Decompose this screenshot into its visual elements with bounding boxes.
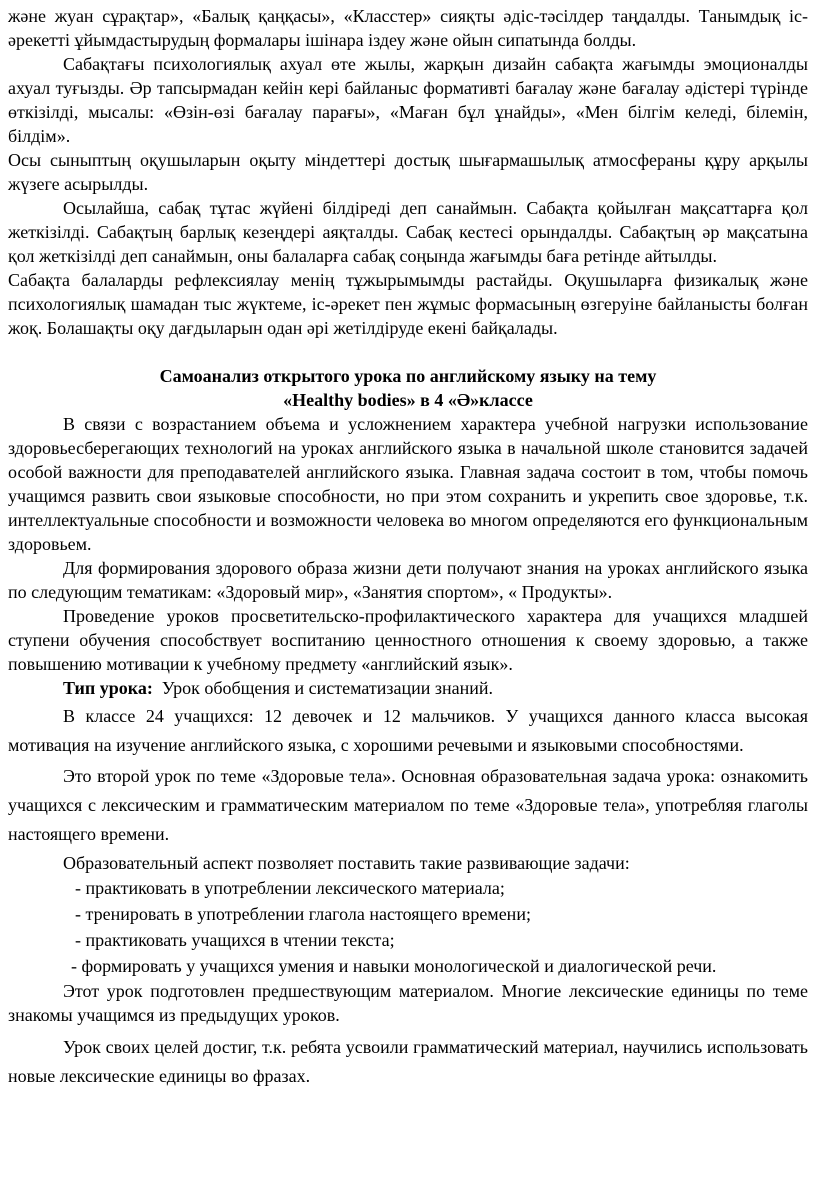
russian-paragraph-1: В связи с возрастанием объема и усложнением характера учебной нагрузки использование здоровьесберегающих технологий на уроках английского языка в начальной школе становится задачей особой важности для преподавателей английского языка. Главная задача состоит в том, чтобы помочь учащимся развить свои языковые способности, но при этом сохранить и укрепить свое здоровье, т.к. интеллектуальные способности и возможности человека во многом определяются его функциональным здоровьем. (8, 414, 808, 554)
task-list-item: - тренировать в употреблении глагола настоящего времени; (75, 904, 531, 924)
russian-paragraph-2: Для формирования здорового образа жизни дети получают знания на уроках английского языка по следующим тематикам: «Здоровый мир», «Занятия спортом», « Продукты». (8, 558, 808, 602)
lesson-type-label: Тип урока: (63, 678, 153, 698)
lesson-type (8, 676, 808, 700)
kazakh-paragraph-2: Сабақтағы психологиялық ахуал өте жылы, жарқын дизайн сабақта жағымды эмоционалды ахуал туғызды. Әр тапсырмадан кейін кері байланыс формативті бағалау және бағалау әдістері түрінде өткізілді, мысалы: «Өзін-өзі бағалау парағы», «Маған бұл ұнайды», «Мен білгім келеді, білемін, білдім». (8, 54, 808, 146)
russian-paragraph-6: Образовательный аспект позволяет поставить такие развивающие задачи: (63, 853, 630, 873)
russian-paragraph-5: Это второй урок по теме «Здоровые тела». Основная образовательная задача урока: ознакомить учащихся с лексическим и грамматическим материалом по теме «Здоровые тела», употребляя глаголы настоящего времени. (8, 766, 808, 844)
task-list-item: - практиковать в употреблении лексического материала; (75, 878, 505, 898)
russian-paragraph-8: Урок своих целей достиг, т.к. ребята усвоили грамматический материал, научились использовать новые лексические единицы во фразах. (8, 1037, 808, 1086)
kazakh-paragraph-4: Осылайша, сабақ тұтас жүйені білдіреді деп санаймын. Сабақта қойылған мақсаттарға қол жеткізілді. Сабақтың барлық кезеңдері аяқталды. Сабақ кестесі орындалды. Сабақтың әр мақсатына қол жеткізілді деп санаймын, оны балаларға сабақ соңында жағымды баға ретінде айтылды. (8, 198, 808, 266)
russian-paragraph-7: Этот урок подготовлен предшествующим материалом. Многие лексические единицы по теме знакомы учащимся из предыдущих уроков. (8, 981, 808, 1025)
kazakh-paragraph-5: Сабақта балаларды рефлексиялау менің тұжырымымды растайды. Оқушыларға физикалық және психологиялық шамадан тыс жүктеме, іс-әрекет пен жұмыс формасының өзгеруіне байланысты болған жоқ. Болашақты оқу дағдыларын одан әрі жетілдіруде екені байқалады. (8, 270, 808, 338)
lesson-title (8, 364, 808, 412)
lesson-title-line-1: Самоанализ открытого урока по английскому языку на тему (159, 366, 657, 386)
kazakh-paragraph-1: және жуан сұрақтар», «Балық қаңқасы», «Класстер» сияқты әдіс-тәсілдер таңдалды. Танымдық іс-әрекетті ұйымдастырудың формалары ішінара іздеу және ойын сипатында болды. (8, 6, 808, 50)
task-list-item: - практиковать учащихся в чтении текста; (75, 930, 395, 950)
lesson-type-value: Урок обобщения и систематизации знаний. (161, 678, 494, 698)
russian-paragraph-3: Проведение уроков просветительско-профилактического характера для учащихся младшей ступени обучения способствует воспитанию ценностного отношения к своему здоровью, а также повышению мотивации к учебному предмету «английский язык». (8, 606, 808, 674)
kazakh-paragraph-3: Осы сыныптың оқушыларын оқыту міндеттері достық шығармашылық атмосфераны құру арқылы жүзеге асырылды. (8, 150, 808, 194)
russian-paragraph-4: В классе 24 учащихся: 12 девочек и 12 мальчиков. У учащихся данного класса высокая мотивация на изучение английского языка, с хорошими речевыми и языковыми способностями. (8, 706, 808, 755)
task-list-item: - формировать у учащихся умения и навыки монологической и диалогической речи. (71, 956, 717, 976)
lesson-title-line-2: «Healthy bodies» в 4 «Ә»классе (283, 390, 533, 410)
